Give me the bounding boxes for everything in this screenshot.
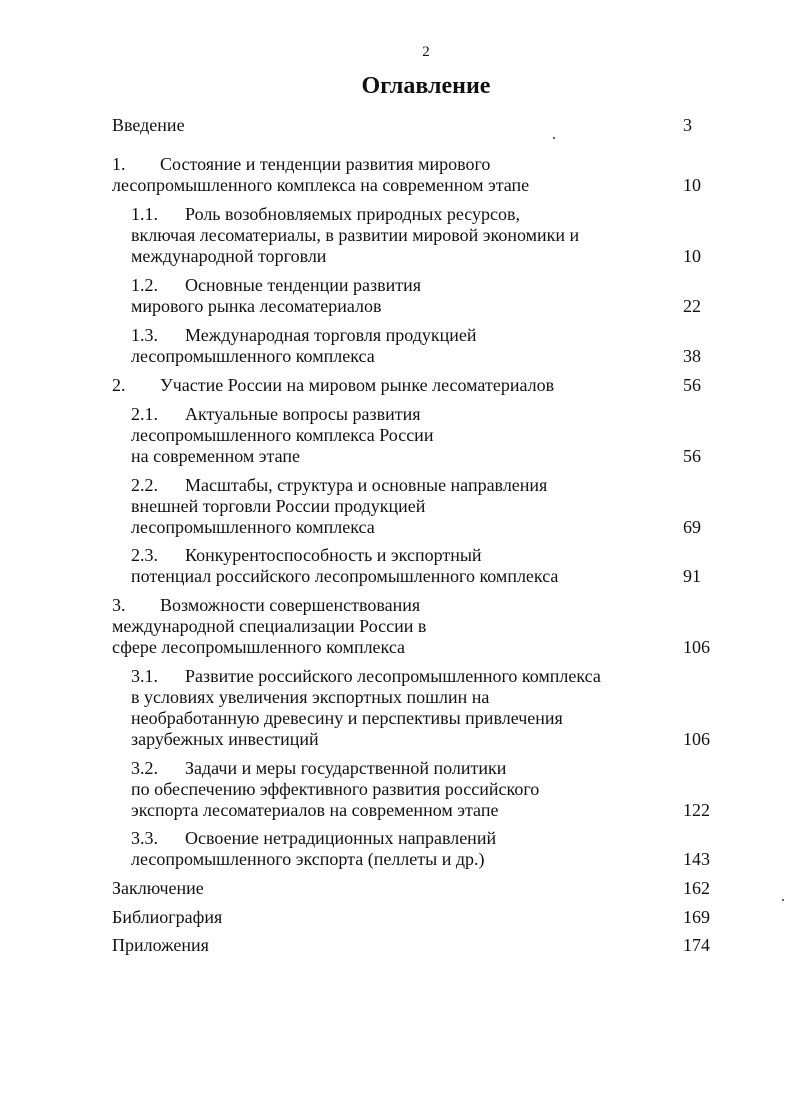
toc-entry-number: 2. <box>112 375 126 395</box>
toc-entry-title: Введение <box>112 115 185 135</box>
toc-entry-title: на современном этапе <box>131 446 300 466</box>
toc-entry-title: Освоение нетрадиционных направлений <box>185 828 497 848</box>
toc-entry-number: 1.2. <box>131 275 158 295</box>
toc-entry-title: Приложения <box>112 935 209 955</box>
toc-entry-title: Возможности совершенствования <box>160 595 421 615</box>
toc-page-number: 69 <box>683 517 701 537</box>
toc-entry-title: по обеспечению эффективного развития российского <box>131 779 540 799</box>
toc-entry-title: Масштабы, структура и основные направления <box>185 475 548 495</box>
toc-page-number: 106 <box>683 729 710 749</box>
toc-entry-title: потенциал российского лесопромышленного комплекса <box>131 566 559 586</box>
toc-page-number: 38 <box>683 346 701 366</box>
toc-entry-number: 2.3. <box>131 545 158 565</box>
toc-entry-appendices[interactable] <box>112 935 209 956</box>
toc-entry-title: включая лесоматериалы, в развитии мировой экономики и <box>131 225 580 245</box>
toc-entry-intro[interactable] <box>112 115 185 136</box>
toc-entry-title: зарубежных инвестиций <box>131 729 319 749</box>
toc-entry-conclusion[interactable] <box>112 878 204 899</box>
toc-page-number: 122 <box>683 800 710 820</box>
toc-entry-title: Библиография <box>112 907 223 927</box>
page-number: 2 <box>422 44 430 60</box>
toc-page-number: 162 <box>683 878 710 898</box>
toc-entry-title: Развитие российского лесопромышленного комплекса <box>185 666 601 686</box>
toc-entry-number: 3.1. <box>131 666 158 686</box>
toc-entry-title: необработанную древесину и перспективы привлечения <box>131 708 563 728</box>
toc-entry-chapter-3[interactable] <box>112 595 426 658</box>
toc-entry-title: лесопромышленного комплекса <box>131 346 375 366</box>
toc-entry-title: международной торговли <box>131 246 327 266</box>
toc-page-number: 106 <box>683 637 710 657</box>
toc-page-number: 22 <box>683 296 701 316</box>
toc-entry-section-3-3[interactable] <box>131 828 496 870</box>
toc-entry-title: внешней торговли России продукцией <box>131 496 426 516</box>
toc-entry-section-2-2[interactable] <box>131 475 547 538</box>
toc-entry-title: Задачи и меры государственной политики <box>185 758 507 778</box>
toc-entry-title: международной специализации России в <box>112 616 427 636</box>
toc-entry-chapter-1[interactable] <box>112 154 529 196</box>
toc-page-number: 10 <box>683 246 701 266</box>
toc-entry-title: Заключение <box>112 878 204 898</box>
toc-entry-title: лесопромышленного комплекса <box>131 517 375 537</box>
toc-entry-section-3-1[interactable] <box>131 666 601 750</box>
toc-entry-section-1-2[interactable] <box>131 275 421 317</box>
toc-entry-title: лесопромышленного экспорта (пеллеты и др.) <box>131 849 485 869</box>
toc-entry-section-2-3[interactable] <box>131 545 558 587</box>
toc-page-number: 143 <box>683 849 710 869</box>
scan-speck <box>553 137 555 139</box>
toc-entry-section-2-1[interactable] <box>131 404 433 467</box>
toc-entry-bibliography[interactable] <box>112 907 222 928</box>
toc-entry-number: 1. <box>112 154 126 174</box>
page-title: Оглавление <box>361 73 491 99</box>
toc-entry-title: Актуальные вопросы развития <box>185 404 421 424</box>
toc-entry-section-1-3[interactable] <box>131 325 477 367</box>
toc-entry-title: сфере лесопромышленного комплекса <box>112 637 406 657</box>
toc-entry-title: Участие России на мировом рынке лесоматериалов <box>160 375 555 395</box>
toc-entry-number: 1.3. <box>131 325 158 345</box>
toc-entry-title: Международная торговля продукцией <box>185 325 477 345</box>
toc-entry-number: 3. <box>112 595 126 615</box>
toc-page-number: 56 <box>683 375 701 395</box>
toc-page-number: 56 <box>683 446 701 466</box>
toc-entry-number: 3.2. <box>131 758 158 778</box>
toc-entry-chapter-2[interactable] <box>112 375 554 396</box>
scan-speck <box>782 899 784 901</box>
toc-entry-section-3-2[interactable] <box>131 758 539 821</box>
toc-entry-number: 2.1. <box>131 404 158 424</box>
toc-entry-title: мирового рынка лесоматериалов <box>131 296 382 316</box>
toc-entry-title: Роль возобновляемых природных ресурсов, <box>185 204 520 224</box>
toc-entry-title: Состояние и тенденции развития мирового <box>160 154 491 174</box>
toc-page-number: 169 <box>683 907 710 927</box>
toc-page-number: 174 <box>683 935 710 955</box>
toc-page-number: 91 <box>683 566 701 586</box>
toc-page-number: 10 <box>683 175 701 195</box>
toc-entry-title: Конкурентоспособность и экспортный <box>185 545 482 565</box>
toc-entry-title: лесопромышленного комплекса России <box>131 425 434 445</box>
toc-entry-number: 3.3. <box>131 828 158 848</box>
toc-entry-number: 2.2. <box>131 475 158 495</box>
toc-entry-title: в условиях увеличения экспортных пошлин на <box>131 687 490 707</box>
toc-page-number: 3 <box>683 115 692 135</box>
toc-entry-section-1-1[interactable] <box>131 204 579 267</box>
toc-entry-title: лесопромышленного комплекса на современном этапе <box>112 175 530 195</box>
toc-entry-title: экспорта лесоматериалов на современном этапе <box>131 800 499 820</box>
toc-entry-number: 1.1. <box>131 204 158 224</box>
toc-entry-title: Основные тенденции развития <box>185 275 422 295</box>
